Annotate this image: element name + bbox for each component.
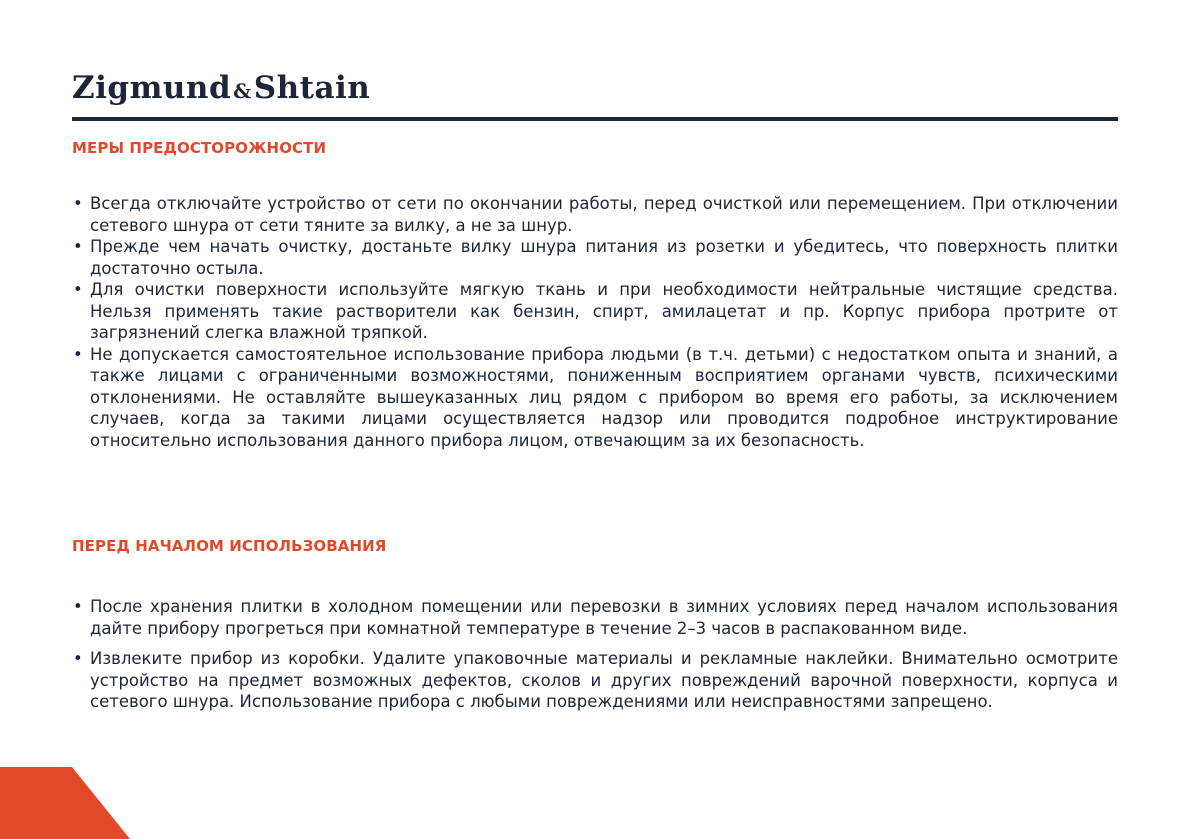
brand-logo-ampersand: & (233, 79, 252, 103)
brand-logo (72, 70, 370, 110)
section-title-before-use: ПЕРЕД НАЧАЛОМ ИСПОЛЬЗОВАНИЯ (72, 537, 387, 555)
corner-decoration (0, 767, 130, 839)
list-item: • Не допускается самостоятельное использование прибора людьми (в т.ч. детьми) с недостатком опыта и знаний, а также лицами с ограниченными возможностями, пониженным восприятием органами чувств, психическими отклонениями. Не оставляйте вышеуказанных лиц рядом с прибором во время его работы, за исключением случаев, когда за такими лицами осуществляется надзор или проводится подробное инструктирование относительно использования данного прибора лицом, отвечающим за их безопасность. (72, 344, 1118, 452)
header-divider (72, 117, 1118, 121)
list-item: • Прежде чем начать очистку, достаньте вилку шнура питания из розетки и убедитесь, что поверхность плитки достаточно остыла. (72, 236, 1118, 279)
list-item: • Извлеките прибор из коробки. Удалите упаковочные материалы и рекламные наклейки. Внимательно осмотрите устройство на предмет возможных дефектов, сколов и других повреждений варочной поверхности, корпуса и сетевого шнура. Использование прибора с любыми повреждениями или неисправностями запрещено. (72, 648, 1118, 713)
list-item: • Для очистки поверхности используйте мягкую ткань и при необходимости нейтральные чистящие средства. Нельзя применять такие растворители как бензин, спирт, амилацетат и пр. Корпус прибора протрите от загрязнений слегка влажной тряпкой. (72, 279, 1118, 344)
list-item: • После хранения плитки в холодном помещении или перевозки в зимних условиях перед началом использования дайте прибору прогреться при комнатной температуре в течение 2–3 часов в распакованном виде. (72, 596, 1118, 639)
brand-logo-part2: Shtain (253, 70, 371, 106)
section-title-precautions: МЕРЫ ПРЕДОСТОРОЖНОСТИ (72, 139, 327, 157)
before-use-list (72, 596, 1118, 713)
list-item: • Всегда отключайте устройство от сети по окончании работы, перед очисткой или перемещением. При отключении сетевого шнура от сети тяните за вилку, а не за шнур. (72, 193, 1118, 236)
brand-logo-part1: Zigmund (72, 70, 232, 106)
precautions-list (72, 193, 1118, 451)
